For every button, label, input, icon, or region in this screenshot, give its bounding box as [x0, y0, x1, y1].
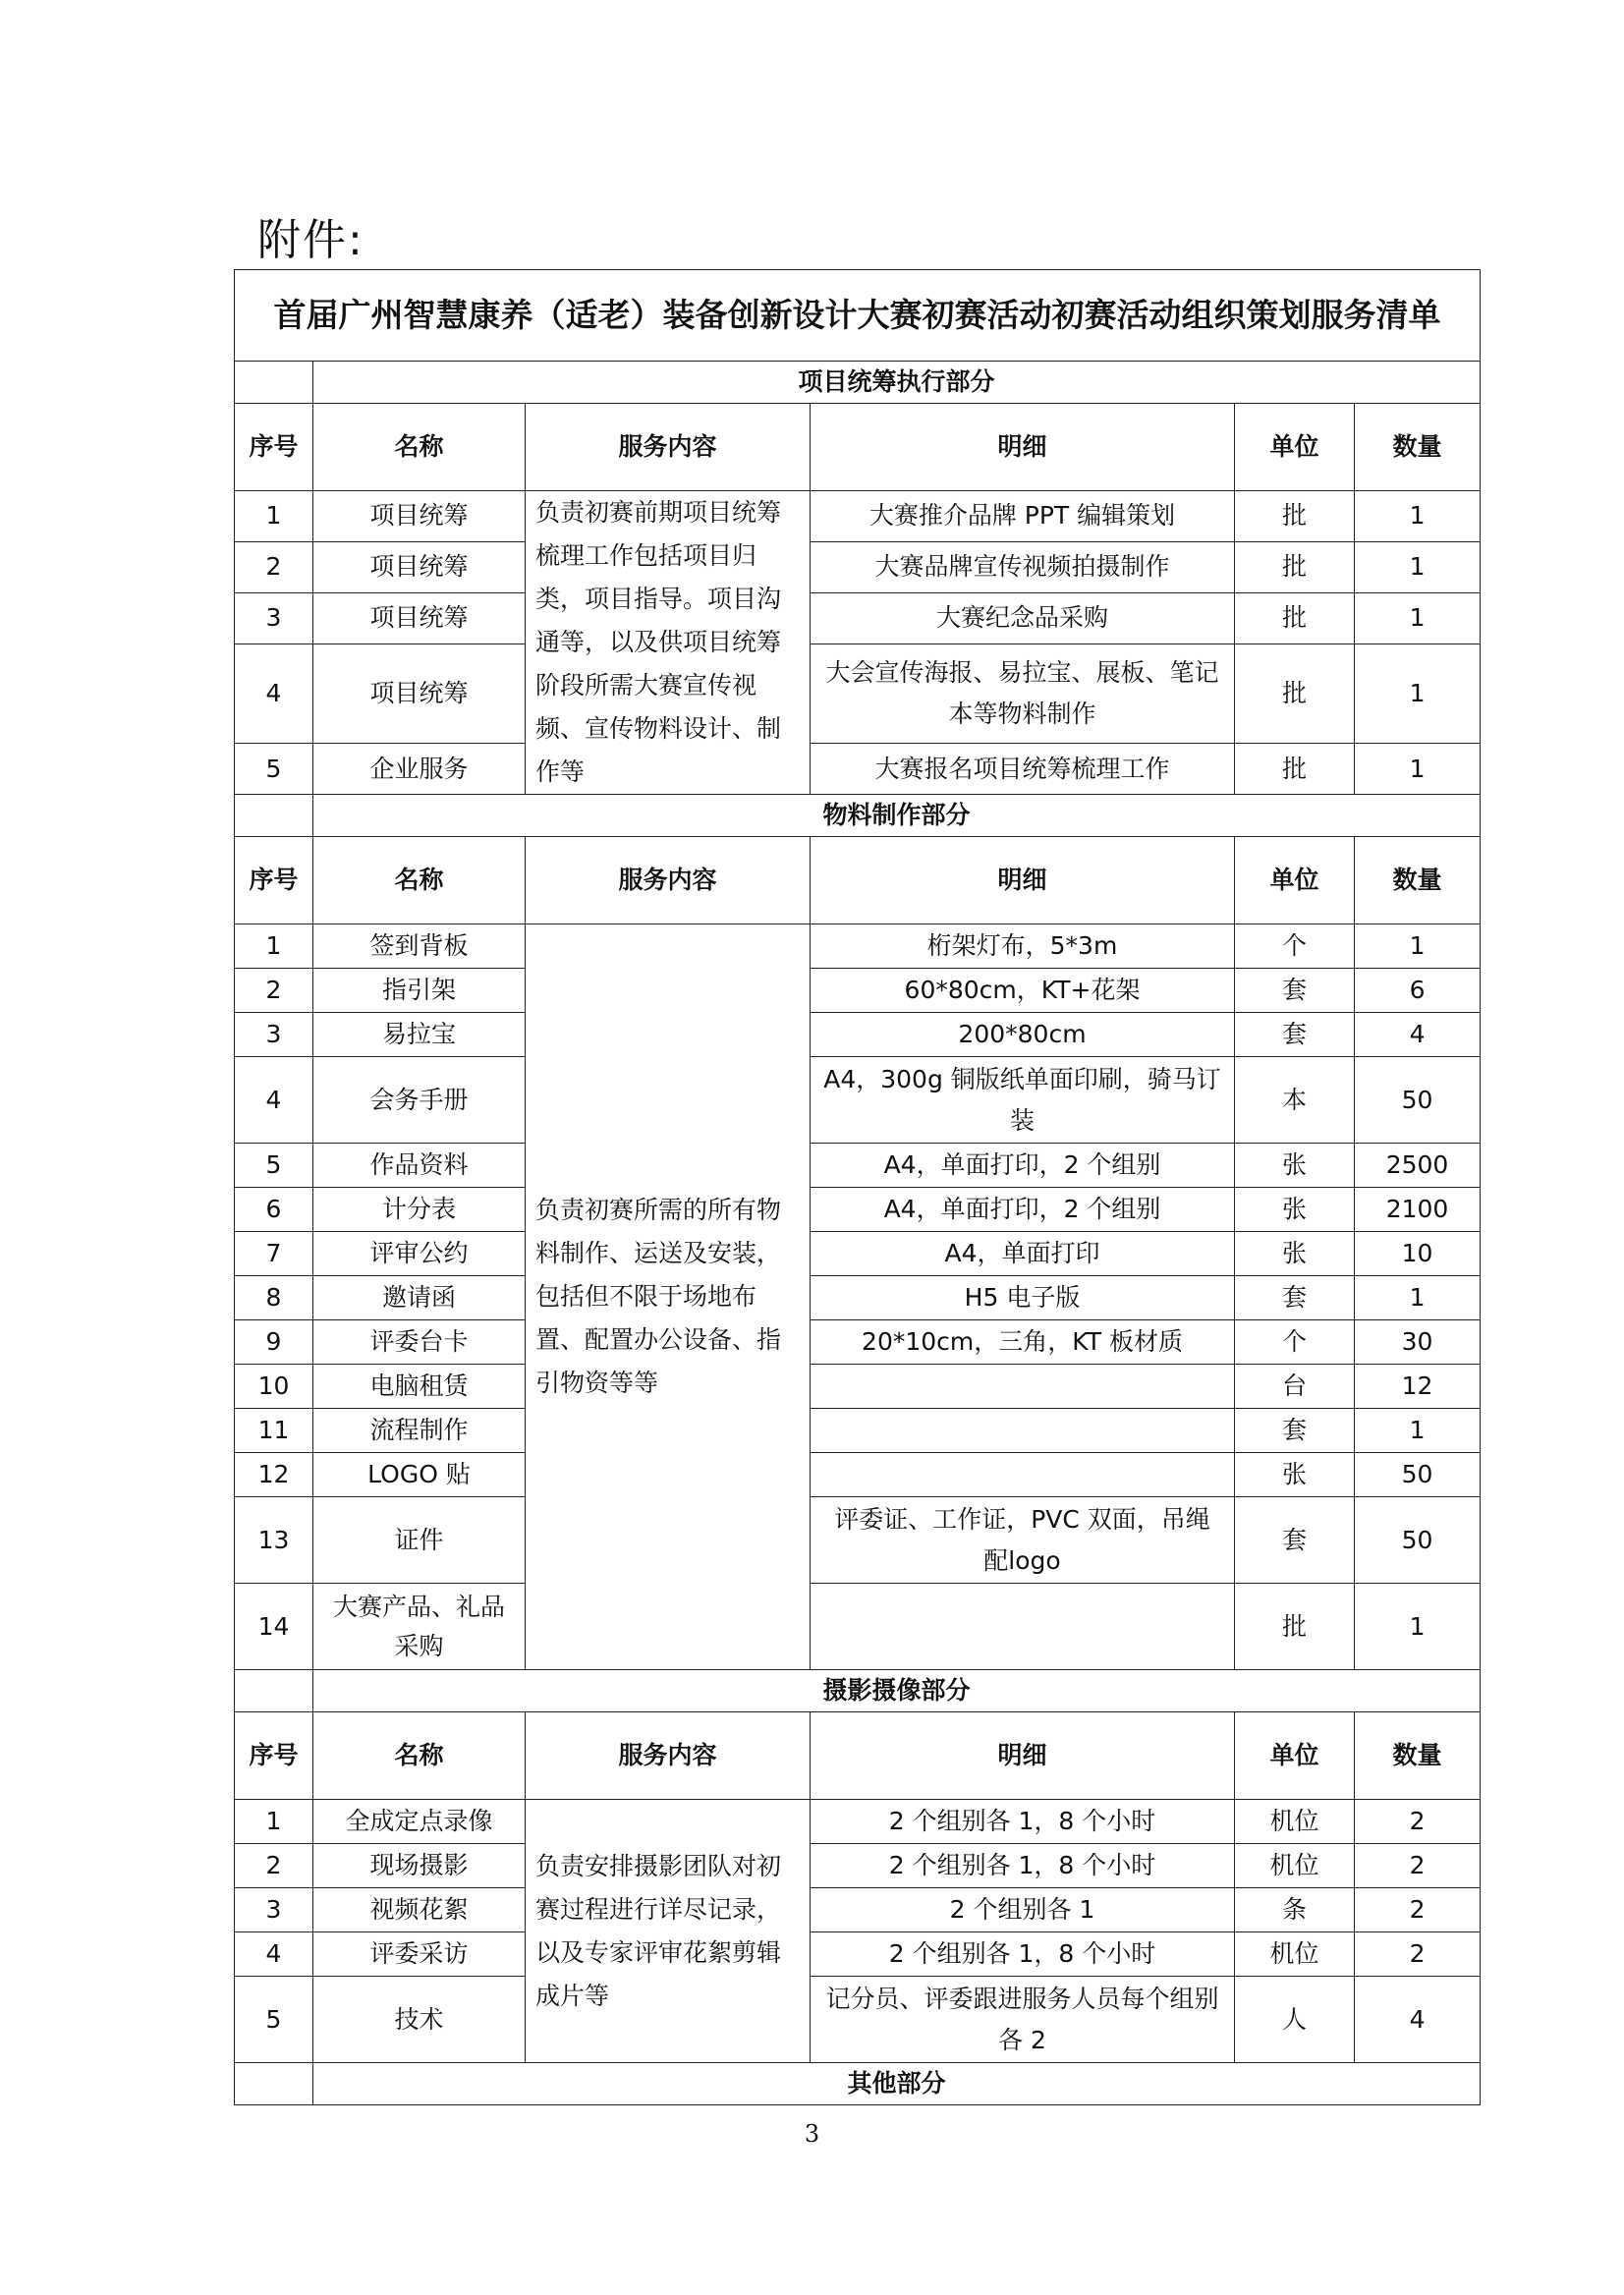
cell-unit: 套: [1235, 1497, 1355, 1584]
cell-seq: 8: [235, 1276, 313, 1320]
table-row: [235, 1276, 1481, 1320]
cell-detail: A4，单面打印，2 个组别: [811, 1188, 1235, 1232]
cell-name: 评委采访: [313, 1932, 526, 1977]
cell-unit: 套: [1235, 969, 1355, 1013]
cell-unit: 批: [1235, 644, 1355, 743]
table-row: [235, 924, 1481, 969]
cell-detail: [811, 1409, 1235, 1453]
cell-detail: A4，单面打印，2 个组别: [811, 1144, 1235, 1188]
cell-qty: 2100: [1355, 1188, 1481, 1232]
cell-seq: 5: [235, 744, 313, 795]
cell-name: 证件: [313, 1497, 526, 1584]
cell-unit: 机位: [1235, 1932, 1355, 1977]
section-blank-cell: [235, 2063, 313, 2105]
cell-service: 负责安排摄影团队对初赛过程进行详尽记录，以及专家评审花絮剪辑成片等: [526, 1800, 811, 2063]
cell-qty: 1: [1355, 541, 1481, 592]
header-detail: 明细: [811, 404, 1235, 491]
table-row: [235, 1844, 1481, 1888]
cell-name: 大赛产品、礼品采购: [313, 1584, 526, 1670]
cell-name: 流程制作: [313, 1409, 526, 1453]
cell-name: 企业服务: [313, 744, 526, 795]
cell-detail: 2 个组别各 1: [811, 1888, 1235, 1932]
page-number: 3: [804, 2120, 820, 2148]
cell-name: 计分表: [313, 1188, 526, 1232]
cell-detail: 大赛纪念品采购: [811, 592, 1235, 644]
attachment-label: 附件:: [257, 215, 364, 265]
cell-detail: 桁架灯布，5*3m: [811, 924, 1235, 969]
cell-seq: 11: [235, 1409, 313, 1453]
cell-detail: [811, 1453, 1235, 1497]
cell-qty: 1: [1355, 592, 1481, 644]
cell-seq: 6: [235, 1188, 313, 1232]
cell-name: 现场摄影: [313, 1844, 526, 1888]
cell-qty: 1: [1355, 1276, 1481, 1320]
cell-name: 评委台卡: [313, 1320, 526, 1365]
cell-detail: [811, 1365, 1235, 1409]
cell-name: 视频花絮: [313, 1888, 526, 1932]
cell-detail: 60*80cm，KT+花架: [811, 969, 1235, 1013]
cell-unit: 批: [1235, 491, 1355, 542]
table-row: [235, 1144, 1481, 1188]
cell-service: 负责初赛前期项目统筹梳理工作包括项目归类，项目指导。项目沟通等，以及供项目统筹阶段所需大赛宣传视频、宣传物料设计、制作等: [526, 491, 811, 795]
cell-detail: 2 个组别各 1，8 个小时: [811, 1932, 1235, 1977]
header-row: [235, 404, 1481, 491]
cell-unit: 批: [1235, 1584, 1355, 1670]
table-body: [235, 270, 1481, 2105]
cell-seq: 2: [235, 541, 313, 592]
cell-qty: 4: [1355, 1977, 1481, 2063]
cell-seq: 9: [235, 1320, 313, 1365]
header-unit: 单位: [1235, 837, 1355, 924]
header-qty: 数量: [1355, 404, 1481, 491]
section-title: 其他部分: [313, 2063, 1481, 2105]
cell-qty: 2: [1355, 1888, 1481, 1932]
service-list-table: [234, 269, 1481, 2105]
table-row: [235, 1453, 1481, 1497]
cell-seq: 1: [235, 924, 313, 969]
cell-qty: 50: [1355, 1453, 1481, 1497]
cell-unit: 套: [1235, 1013, 1355, 1057]
header-qty: 数量: [1355, 837, 1481, 924]
table-row: [235, 1320, 1481, 1365]
cell-qty: 1: [1355, 1409, 1481, 1453]
table-row: [235, 1977, 1481, 2063]
cell-qty: 2: [1355, 1800, 1481, 1844]
table-row: [235, 1409, 1481, 1453]
section-title: 项目统筹执行部分: [313, 362, 1481, 404]
section-row: [235, 795, 1481, 837]
cell-unit: 张: [1235, 1453, 1355, 1497]
table-row: [235, 1888, 1481, 1932]
cell-service: 负责初赛所需的所有物料制作、运送及安装，包括但不限于场地布置、配置办公设备、指引物资等等: [526, 924, 811, 1670]
cell-name: 作品资料: [313, 1144, 526, 1188]
cell-detail: A4，300g 铜版纸单面印刷，骑马订装: [811, 1057, 1235, 1144]
table-title: 首届广州智慧康养（适老）装备创新设计大赛初赛活动初赛活动组织策划服务清单: [235, 270, 1481, 362]
cell-seq: 10: [235, 1365, 313, 1409]
cell-seq: 13: [235, 1497, 313, 1584]
cell-name: 电脑租赁: [313, 1365, 526, 1409]
cell-seq: 4: [235, 1932, 313, 1977]
header-seq: 序号: [235, 1712, 313, 1800]
section-title: 物料制作部分: [313, 795, 1481, 837]
cell-unit: 人: [1235, 1977, 1355, 2063]
cell-seq: 3: [235, 1888, 313, 1932]
header-service: 服务内容: [526, 1712, 811, 1800]
header-name: 名称: [313, 404, 526, 491]
cell-unit: 本: [1235, 1057, 1355, 1144]
table-row: [235, 1497, 1481, 1584]
cell-qty: 2: [1355, 1932, 1481, 1977]
cell-unit: 台: [1235, 1365, 1355, 1409]
cell-name: 会务手册: [313, 1057, 526, 1144]
cell-name: 技术: [313, 1977, 526, 2063]
cell-qty: 30: [1355, 1320, 1481, 1365]
cell-name: 签到背板: [313, 924, 526, 969]
cell-detail: A4，单面打印: [811, 1232, 1235, 1276]
cell-seq: 12: [235, 1453, 313, 1497]
cell-seq: 5: [235, 1144, 313, 1188]
table-row: [235, 1584, 1481, 1670]
header-name: 名称: [313, 1712, 526, 1800]
header-service: 服务内容: [526, 837, 811, 924]
header-detail: 明细: [811, 837, 1235, 924]
table-row: [235, 1800, 1481, 1844]
table-row: [235, 1188, 1481, 1232]
table-row: [235, 744, 1481, 795]
cell-unit: 套: [1235, 1409, 1355, 1453]
cell-unit: 机位: [1235, 1800, 1355, 1844]
cell-name: 易拉宝: [313, 1013, 526, 1057]
cell-name: LOGO 贴: [313, 1453, 526, 1497]
header-unit: 单位: [1235, 1712, 1355, 1800]
cell-unit: 批: [1235, 592, 1355, 644]
header-service: 服务内容: [526, 404, 811, 491]
cell-unit: 张: [1235, 1188, 1355, 1232]
cell-detail: 2 个组别各 1，8 个小时: [811, 1800, 1235, 1844]
cell-name: 邀请函: [313, 1276, 526, 1320]
table-row: [235, 592, 1481, 644]
cell-seq: 2: [235, 969, 313, 1013]
cell-detail: 20*10cm，三角，KT 板材质: [811, 1320, 1235, 1365]
table-row: [235, 1932, 1481, 1977]
cell-name: 项目统筹: [313, 644, 526, 743]
cell-name: 评审公约: [313, 1232, 526, 1276]
cell-seq: 3: [235, 1013, 313, 1057]
header-qty: 数量: [1355, 1712, 1481, 1800]
cell-seq: 1: [235, 491, 313, 542]
cell-detail: 大赛报名项目统筹梳理工作: [811, 744, 1235, 795]
cell-qty: 50: [1355, 1497, 1481, 1584]
cell-name: 项目统筹: [313, 491, 526, 542]
section-row: [235, 2063, 1481, 2105]
cell-qty: 1: [1355, 744, 1481, 795]
cell-qty: 1: [1355, 924, 1481, 969]
cell-qty: 12: [1355, 1365, 1481, 1409]
header-name: 名称: [313, 837, 526, 924]
cell-qty: 2: [1355, 1844, 1481, 1888]
cell-seq: 7: [235, 1232, 313, 1276]
cell-detail: 2 个组别各 1，8 个小时: [811, 1844, 1235, 1888]
header-row: [235, 1712, 1481, 1800]
cell-unit: 批: [1235, 744, 1355, 795]
section-title: 摄影摄像部分: [313, 1670, 1481, 1712]
cell-unit: 批: [1235, 541, 1355, 592]
cell-name: 全成定点录像: [313, 1800, 526, 1844]
cell-seq: 1: [235, 1800, 313, 1844]
cell-name: 项目统筹: [313, 592, 526, 644]
cell-unit: 套: [1235, 1276, 1355, 1320]
cell-seq: 2: [235, 1844, 313, 1888]
cell-detail: 大会宣传海报、易拉宝、展板、笔记本等物料制作: [811, 644, 1235, 743]
cell-unit: 条: [1235, 1888, 1355, 1932]
cell-unit: 个: [1235, 924, 1355, 969]
cell-seq: 3: [235, 592, 313, 644]
cell-detail: 记分员、评委跟进服务人员每个组别各 2: [811, 1977, 1235, 2063]
cell-unit: 张: [1235, 1144, 1355, 1188]
cell-name: 项目统筹: [313, 541, 526, 592]
cell-detail: 200*80cm: [811, 1013, 1235, 1057]
cell-qty: 6: [1355, 969, 1481, 1013]
cell-detail: 大赛品牌宣传视频拍摄制作: [811, 541, 1235, 592]
table-row: [235, 1365, 1481, 1409]
table-row: [235, 644, 1481, 743]
cell-unit: 机位: [1235, 1844, 1355, 1888]
cell-qty: 1: [1355, 491, 1481, 542]
cell-seq: 14: [235, 1584, 313, 1670]
section-blank-cell: [235, 1670, 313, 1712]
cell-detail: [811, 1584, 1235, 1670]
cell-qty: 1: [1355, 644, 1481, 743]
cell-detail: H5 电子版: [811, 1276, 1235, 1320]
cell-qty: 2500: [1355, 1144, 1481, 1188]
header-unit: 单位: [1235, 404, 1355, 491]
table-row: [235, 541, 1481, 592]
cell-unit: 张: [1235, 1232, 1355, 1276]
title-row: [235, 270, 1481, 362]
cell-name: 指引架: [313, 969, 526, 1013]
cell-unit: 个: [1235, 1320, 1355, 1365]
cell-detail: 大赛推介品牌 PPT 编辑策划: [811, 491, 1235, 542]
cell-qty: 50: [1355, 1057, 1481, 1144]
section-row: [235, 1670, 1481, 1712]
header-detail: 明细: [811, 1712, 1235, 1800]
cell-qty: 1: [1355, 1584, 1481, 1670]
table-row: [235, 1057, 1481, 1144]
header-seq: 序号: [235, 404, 313, 491]
cell-seq: 4: [235, 1057, 313, 1144]
table-row: [235, 1232, 1481, 1276]
table-row: [235, 969, 1481, 1013]
header-row: [235, 837, 1481, 924]
table-row: [235, 491, 1481, 542]
cell-detail: 评委证、工作证，PVC 双面，吊绳配logo: [811, 1497, 1235, 1584]
table-row: [235, 1013, 1481, 1057]
section-blank-cell: [235, 362, 313, 404]
cell-qty: 4: [1355, 1013, 1481, 1057]
cell-qty: 10: [1355, 1232, 1481, 1276]
header-seq: 序号: [235, 837, 313, 924]
section-blank-cell: [235, 795, 313, 837]
cell-seq: 4: [235, 644, 313, 743]
cell-seq: 5: [235, 1977, 313, 2063]
section-row: [235, 362, 1481, 404]
